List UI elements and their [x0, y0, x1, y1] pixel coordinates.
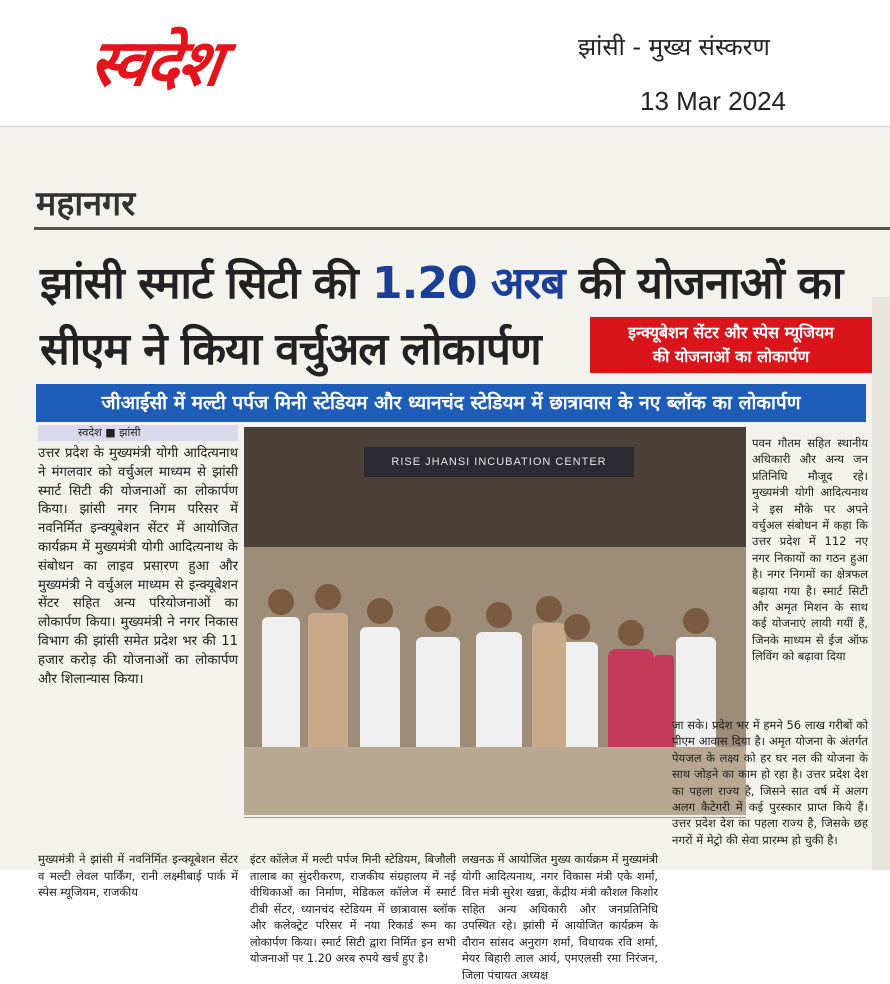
article-column-1-continued: मुख्यमंत्री ने झांसी में नवनिर्मित इन्क्यूबेशन सेंटर व मल्टी लेवल पार्किंग, रानी लक्ष्मीबाई पार्क में स्पेस म्यूजियम, राजकीय: [38, 852, 238, 899]
masthead: [0, 0, 890, 127]
highlight-box-line-1: इन्क्यूबेशन सेंटर और स्पेस म्यूजियम: [628, 323, 834, 342]
edition-label: झांसी - मुख्य संस्करण: [578, 33, 770, 61]
headline-part-2: की योजनाओं का: [564, 258, 843, 309]
article-column-1: उत्तर प्रदेश के मुख्यमंत्री योगी आदित्यनाथ ने मंगलवार को वर्चुअल माध्यम से झांसी स्मार्ट सिटी की योजनाओं का लोकार्पण किया। झांसी नगर निगम परिसर में नवनिर्मित इन्क्यूबेशन सेंटर में आयोजित कार्यक्रम में मुख्यमंत्री योगी आदित्यनाथ के संबोधन का लाइव प्रसारण हुआ और मुख्यमंत्री ने वर्चुअल माध्यम से इन्क्यूबेशन सेंटर सहित अन्य परियोजनाओं का लोकार्पण किया। मुख्यमंत्री ने नगर निकास विभाग की झांसी समेत प्रदेश भर की 11 हजार करोड़ की योजनाओं का लोकार्पण और शिलान्यास किया।: [38, 446, 238, 687]
headline-line-2: सीएम ने किया वर्चुअल लोकार्पण: [40, 324, 541, 375]
section-divider: [34, 227, 890, 230]
highlight-box-line-2: की योजनाओं का लोकार्पण: [652, 347, 810, 366]
headline-line-1: [40, 251, 842, 311]
headline-part-1: झांसी स्मार्ट सिटी की: [40, 258, 372, 309]
newspaper-page: [0, 127, 890, 982]
article-column-4: पवन गौतम सहित स्थानीय अधिकारी और अन्य जन प्रतिनिधि मौजूद रहे। मुख्यमंत्री योगी आदित्यनाथ ने इस मौके पर अपने वर्चुअल संबोधन में कहा कि उत्तर प्रदेश में 112 नए नगर निकायों का गठन हुआ है। नगर निगमों का क्षेत्रफल बढ़ाया गया है। स्मार्ट सिटी और अमृत मिशन के साथ कई योजनाएं लायी गयीं हैं, जिनके माध्यम से ईज ऑफ लिविंग को बढ़ावा दिया: [752, 436, 868, 664]
news-photo: [244, 427, 746, 815]
edition-date: 13 Mar 2024: [640, 86, 786, 116]
subheadline-bar: जीआईसी में मल्टी पर्पज मिनी स्टेडियम और ध्यानचंद स्टेडियम में छात्रावास के नए ब्लॉक का लोकार्पण: [36, 384, 866, 422]
adjacent-article-edge: [872, 297, 890, 870]
highlight-box: [590, 317, 872, 373]
photo-bottom-rule: [244, 817, 746, 818]
photo-floor: [244, 747, 746, 815]
article-column-2: इंटर कॉलेज में मल्टी पर्पज मिनी स्टेडियम, बिजौली तालाब का सुंदरीकरण, राजकीय संग्रहालय में नई वीथिकाओं का निर्माण, मेडिकल कॉलेज में स्मार्ट टीबी सेंटर, ध्यानचंद स्टेडियम में छात्रावास ब्लॉक और कलेक्ट्रेट परिसर में नया रिकार्ड रूम का लोकार्पण किया। स्मार्ट सिटी द्वारा निर्मित इन सभी योजनाओं पर 1.20 अरब रुपये खर्च हुए है।: [250, 853, 456, 965]
swadesh-logo: [84, 22, 420, 106]
headline-highlight: 1.20 अरब: [371, 258, 565, 309]
byline: स्वदेश ■ झांसी: [38, 425, 238, 441]
photo-banner: RISE JHANSI INCUBATION CENTER: [364, 447, 634, 477]
article-column-3: लखनऊ में आयोजित मुख्य कार्यक्रम में मुख्यमंत्री योगी आदित्यनाथ, नगर विकास मंत्री एके शर्मा, वित्त मंत्री सुरेश खन्ना, केंद्रीय मंत्री कौशल किशोर सहित अन्य अधिकारी और जनप्रतिनिधि उपस्थित रहे। झांसी में आयोजित कार्यक्रम के दौरान सांसद अनुराग शर्मा, विधायक रवि शर्मा, मेयर बिहारी लाल आर्य, एमएलसी रमा निरंजन, जिला पंचायत अध्यक्ष: [462, 853, 658, 982]
article-column-4-continued: जा सके। प्रदेश भर में हमने 56 लाख गरीबों को पीएम आवास दिया है। अमृत योजना के अंतर्गत पेयजल के लक्ष्य को हर घर नल की योजना के साथ जोड़ने का काम हो रहा है। उत्तर प्रदेश देश का पहला राज्य है, जिसने सात वर्ष में अलग अलग कैटेगरी में कई पुरस्कार प्राप्त किये हैं। उत्तर प्रदेश देश का पहला राज्य है, जिसके छह नगरों में मेट्रो की सेवा प्रारम्भ हो चुकी है।: [672, 718, 868, 847]
section-title: महानगर: [36, 184, 136, 224]
logo-text: स्वदेश: [84, 27, 226, 101]
